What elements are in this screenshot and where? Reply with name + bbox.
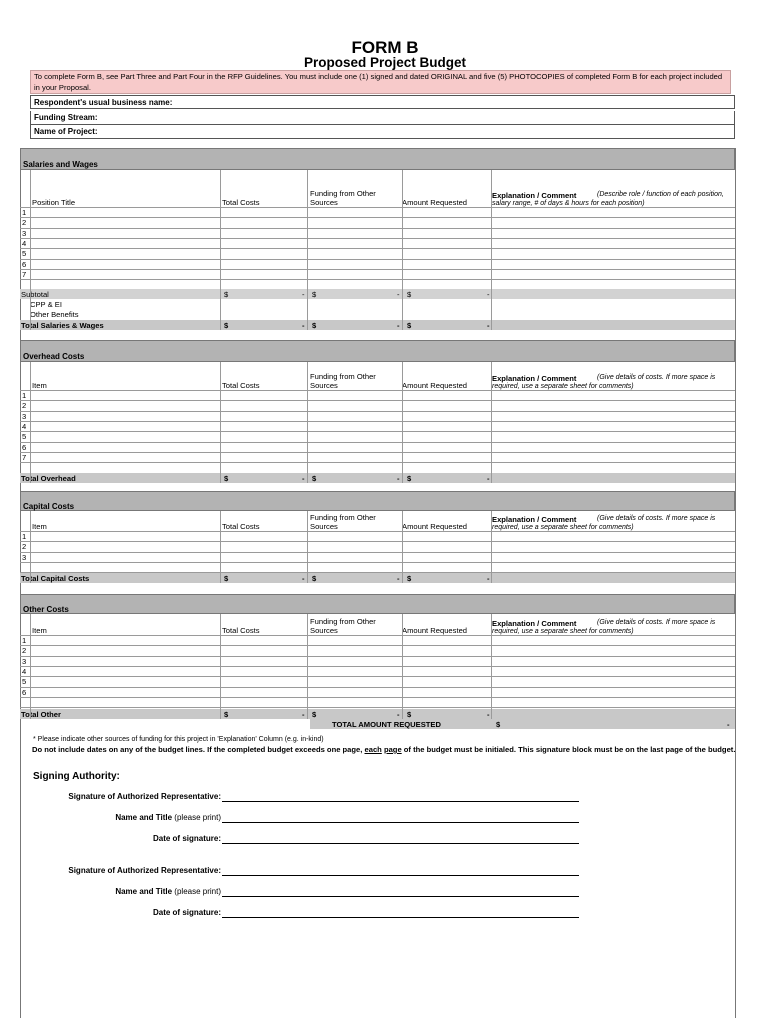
signature-line[interactable] <box>222 875 579 876</box>
salaries-col-position: Position Title <box>32 198 76 207</box>
column-divider <box>307 362 308 483</box>
date-label: Date of signature: <box>152 908 221 917</box>
overhead-row-line <box>20 462 735 463</box>
name-title-line[interactable] <box>222 896 579 897</box>
signature-line[interactable] <box>222 801 579 802</box>
money-zero-dash: - <box>397 574 400 583</box>
grand-total-label: TOTAL AMOUNT REQUESTED <box>332 720 441 729</box>
capital-total-label: Total Capital Costs <box>21 574 90 583</box>
money-dollar-sign: $ <box>407 474 412 483</box>
overhead-row-input[interactable] <box>30 400 735 410</box>
name-title-label <box>115 887 221 896</box>
other-row-number: 1 <box>22 636 27 645</box>
salaries-col-explain: Explanation / Comment <box>492 191 577 200</box>
intro-note: To complete Form B, see Part Three and Part Four in the RFP Guidelines. You must include one (1) signed and dated ORIGINAL and five (5) PHOTOCOPIES of completed Form B for each project included in your Proposal. <box>30 70 731 94</box>
overhead-row-input[interactable] <box>30 452 735 462</box>
business-name-label: Respondent's usual business name: <box>34 98 173 107</box>
other-row-number: 5 <box>22 677 27 687</box>
name-title-hint: (please print) <box>172 887 221 896</box>
salaries-col-amount: Amount Requested <box>402 198 468 207</box>
money-dollar-sign: $ <box>224 474 229 483</box>
other-header-band <box>20 594 735 614</box>
other-col-explain: Explanation / Comment <box>492 619 577 628</box>
money-zero-dash: - <box>397 321 400 330</box>
signature-label: Signature of Authorized Representative: <box>68 792 221 801</box>
salaries-col-funding: Funding from Other Sources <box>310 189 376 207</box>
other-row-input[interactable] <box>30 635 735 645</box>
form-title: FORM B <box>351 38 419 57</box>
money-zero-dash: - <box>302 710 305 719</box>
money-dollar-sign: $ <box>312 474 317 483</box>
capital-row-number: 1 <box>22 532 27 541</box>
instruction-each: each <box>364 745 382 754</box>
money-zero-dash: - <box>487 290 490 299</box>
money-dollar-sign: $ <box>224 710 229 719</box>
salaries-row-input[interactable] <box>30 207 735 217</box>
money-dollar-sign: $ <box>407 321 412 330</box>
column-divider <box>402 511 403 583</box>
overhead-col-funding: Funding from Other Sources <box>310 372 376 390</box>
salaries-row-number: 4 <box>22 238 27 248</box>
money-dollar-sign: $ <box>407 574 412 583</box>
capital-col-explain-note: (Give details of costs. If more space is required, use a separate sheet for comments) <box>492 515 716 531</box>
name-title-hint: (please print) <box>172 813 221 822</box>
salaries-other-benefits-label: Other Benefits <box>30 310 79 319</box>
capital-row-number: 3 <box>22 552 27 562</box>
money-dollar-sign: $ <box>312 574 317 583</box>
column-divider <box>307 511 308 583</box>
salaries-row-number: 6 <box>22 259 27 269</box>
page-border-right <box>735 148 736 1018</box>
money-dollar-sign: $ <box>407 710 412 719</box>
column-divider <box>30 614 31 719</box>
column-divider <box>220 614 221 719</box>
other-row-number: 3 <box>22 656 27 666</box>
overhead-row-input[interactable] <box>30 390 735 400</box>
name-title-text: Name and Title <box>115 887 173 896</box>
money-dollar-sign: $ <box>224 321 229 330</box>
salaries-row-input[interactable] <box>30 228 735 238</box>
grand-total-value: - <box>727 720 730 729</box>
money-zero-dash: - <box>302 574 305 583</box>
column-divider <box>491 362 492 483</box>
capital-row-input[interactable] <box>30 531 735 541</box>
column-divider <box>491 614 492 719</box>
money-dollar-sign: $ <box>312 290 317 299</box>
other-row-line <box>20 697 735 698</box>
salaries-row-number: 5 <box>22 249 27 259</box>
other-total-label: Total Other <box>21 710 61 719</box>
salaries-cpp-label: CPP & EI <box>30 300 62 309</box>
date-line[interactable] <box>222 917 579 918</box>
money-dollar-sign: $ <box>224 574 229 583</box>
overhead-col-item: Item <box>32 381 47 390</box>
signature-label: Signature of Authorized Representative: <box>68 866 221 875</box>
money-dollar-sign: $ <box>312 321 317 330</box>
date-label: Date of signature: <box>152 834 221 843</box>
instruction-part-b: of the budget must be initialed. This signature block must be on the last <box>403 745 664 754</box>
money-zero-dash: - <box>302 290 305 299</box>
money-zero-dash: - <box>487 474 490 483</box>
overhead-total-label: Total Overhead <box>21 474 76 483</box>
overhead-row-number: 3 <box>22 411 27 421</box>
overhead-col-explain: Explanation / Comment <box>492 374 577 383</box>
capital-header-band <box>20 491 735 511</box>
overhead-col-explain-note: (Give details of costs. If more space is required, use a separate sheet for comments) <box>492 374 716 390</box>
salaries-subtotal-label: Subtotal <box>21 290 49 299</box>
capital-col-explain: Explanation / Comment <box>492 515 577 524</box>
salaries-header-band <box>20 148 735 170</box>
overhead-total-row <box>20 473 735 483</box>
column-divider <box>30 362 31 483</box>
capital-row-input[interactable] <box>30 541 735 551</box>
grand-total-dollar: $ <box>496 720 501 729</box>
salaries-row-input[interactable] <box>30 248 735 258</box>
money-zero-dash: - <box>302 321 305 330</box>
other-col-explain-note: (Give details of costs. If more space is required, use a separate sheet for comments) <box>492 619 716 635</box>
other-total-row <box>20 709 735 719</box>
other-row-input[interactable] <box>30 687 735 697</box>
column-divider <box>30 511 31 583</box>
other-col-amount: Amount Requested <box>402 626 468 635</box>
other-row-input[interactable] <box>30 676 735 686</box>
overhead-row-number: 2 <box>22 401 27 411</box>
salaries-subtotal-row <box>20 289 735 299</box>
overhead-col-total: Total Costs <box>222 381 260 390</box>
money-zero-dash: - <box>397 290 400 299</box>
column-divider <box>307 170 308 330</box>
column-divider <box>491 170 492 330</box>
money-dollar-sign: $ <box>224 290 229 299</box>
funding-stream-label: Funding Stream: <box>34 113 98 122</box>
money-zero-dash: - <box>487 321 490 330</box>
column-divider <box>491 511 492 583</box>
column-divider <box>402 170 403 330</box>
other-title: Other Costs <box>23 605 69 614</box>
other-col-item: Item <box>32 626 47 635</box>
salaries-title: Salaries and Wages <box>23 160 98 169</box>
capital-title: Capital Costs <box>23 502 75 511</box>
salaries-row-number: 3 <box>22 228 27 238</box>
salaries-total-row <box>20 320 735 330</box>
column-divider <box>307 614 308 719</box>
date-line[interactable] <box>222 843 579 844</box>
overhead-col-amount: Amount Requested <box>402 381 468 390</box>
overhead-row-number: 5 <box>22 432 27 442</box>
overhead-title: Overhead Costs <box>23 352 85 361</box>
name-title-text: Name and Title <box>115 813 173 822</box>
other-row-number: 2 <box>22 646 27 656</box>
money-zero-dash: - <box>487 710 490 719</box>
capital-total-row <box>20 573 735 583</box>
signing-heading: Signing Authority: <box>33 771 120 782</box>
overhead-row-number: 4 <box>22 421 27 431</box>
instruction-part-c: page of the budget. <box>665 745 736 754</box>
instruction-page: page <box>383 745 402 754</box>
other-row-number: 6 <box>22 687 27 697</box>
overhead-row-number: 6 <box>22 442 27 452</box>
funding-footnote: * Please indicate other sources of funding for this project in 'Explanation' Column (e.g. in-kind) <box>33 736 324 743</box>
column-divider <box>402 362 403 483</box>
salaries-row-input[interactable] <box>30 269 735 279</box>
salaries-row-line <box>20 279 735 280</box>
money-dollar-sign: $ <box>312 710 317 719</box>
capital-col-funding: Funding from Other Sources <box>310 513 376 531</box>
capital-col-amount: Amount Requested <box>402 522 468 531</box>
project-name-label: Name of Project: <box>34 127 98 136</box>
column-divider <box>220 170 221 330</box>
overhead-row-number: 7 <box>22 452 27 462</box>
capital-row-line <box>20 562 735 563</box>
salaries-col-total: Total Costs <box>222 198 260 207</box>
capital-row-input[interactable] <box>30 552 735 562</box>
salaries-row-input[interactable] <box>30 259 735 269</box>
salaries-row-number: 1 <box>22 208 27 217</box>
money-zero-dash: - <box>397 474 400 483</box>
capital-col-total: Total Costs <box>222 522 260 531</box>
overhead-row-number: 1 <box>22 391 27 400</box>
overhead-row-input[interactable] <box>30 411 735 421</box>
money-dollar-sign: $ <box>407 290 412 299</box>
overhead-row-input[interactable] <box>30 431 735 441</box>
instruction-part-a: Do not include dates on any of the budget lines. If the completed budget exceeds one page, <box>32 745 363 754</box>
money-zero-dash: - <box>302 474 305 483</box>
other-blank-line <box>20 707 735 708</box>
salaries-row-number: 2 <box>22 218 27 228</box>
salaries-total-label: Total Salaries & Wages <box>21 321 104 330</box>
salaries-row-input[interactable] <box>30 238 735 248</box>
other-col-total: Total Costs <box>222 626 260 635</box>
name-title-line[interactable] <box>222 822 579 823</box>
overhead-row-input[interactable] <box>30 442 735 452</box>
capital-col-item: Item <box>32 522 47 531</box>
column-divider <box>402 614 403 719</box>
column-divider <box>220 362 221 483</box>
other-col-funding: Funding from Other Sources <box>310 617 376 635</box>
money-zero-dash: - <box>487 574 490 583</box>
capital-row-number: 2 <box>22 542 27 552</box>
salaries-col-explain-note: (Describe role / function of each position, salary range, # of days & hours for each position) <box>492 191 724 207</box>
other-row-input[interactable] <box>30 666 735 676</box>
overhead-row-input[interactable] <box>30 421 735 431</box>
salaries-row-number: 7 <box>22 269 27 279</box>
other-row-number: 4 <box>22 666 27 676</box>
overhead-header-band <box>20 340 735 362</box>
salaries-row-input[interactable] <box>30 217 735 227</box>
other-row-input[interactable] <box>30 656 735 666</box>
form-subtitle: Proposed Project Budget <box>303 55 467 70</box>
column-divider <box>220 511 221 583</box>
money-zero-dash: - <box>397 710 400 719</box>
column-divider <box>30 170 31 330</box>
budget-instruction <box>32 745 737 754</box>
other-row-input[interactable] <box>30 645 735 655</box>
name-title-label <box>115 813 221 822</box>
